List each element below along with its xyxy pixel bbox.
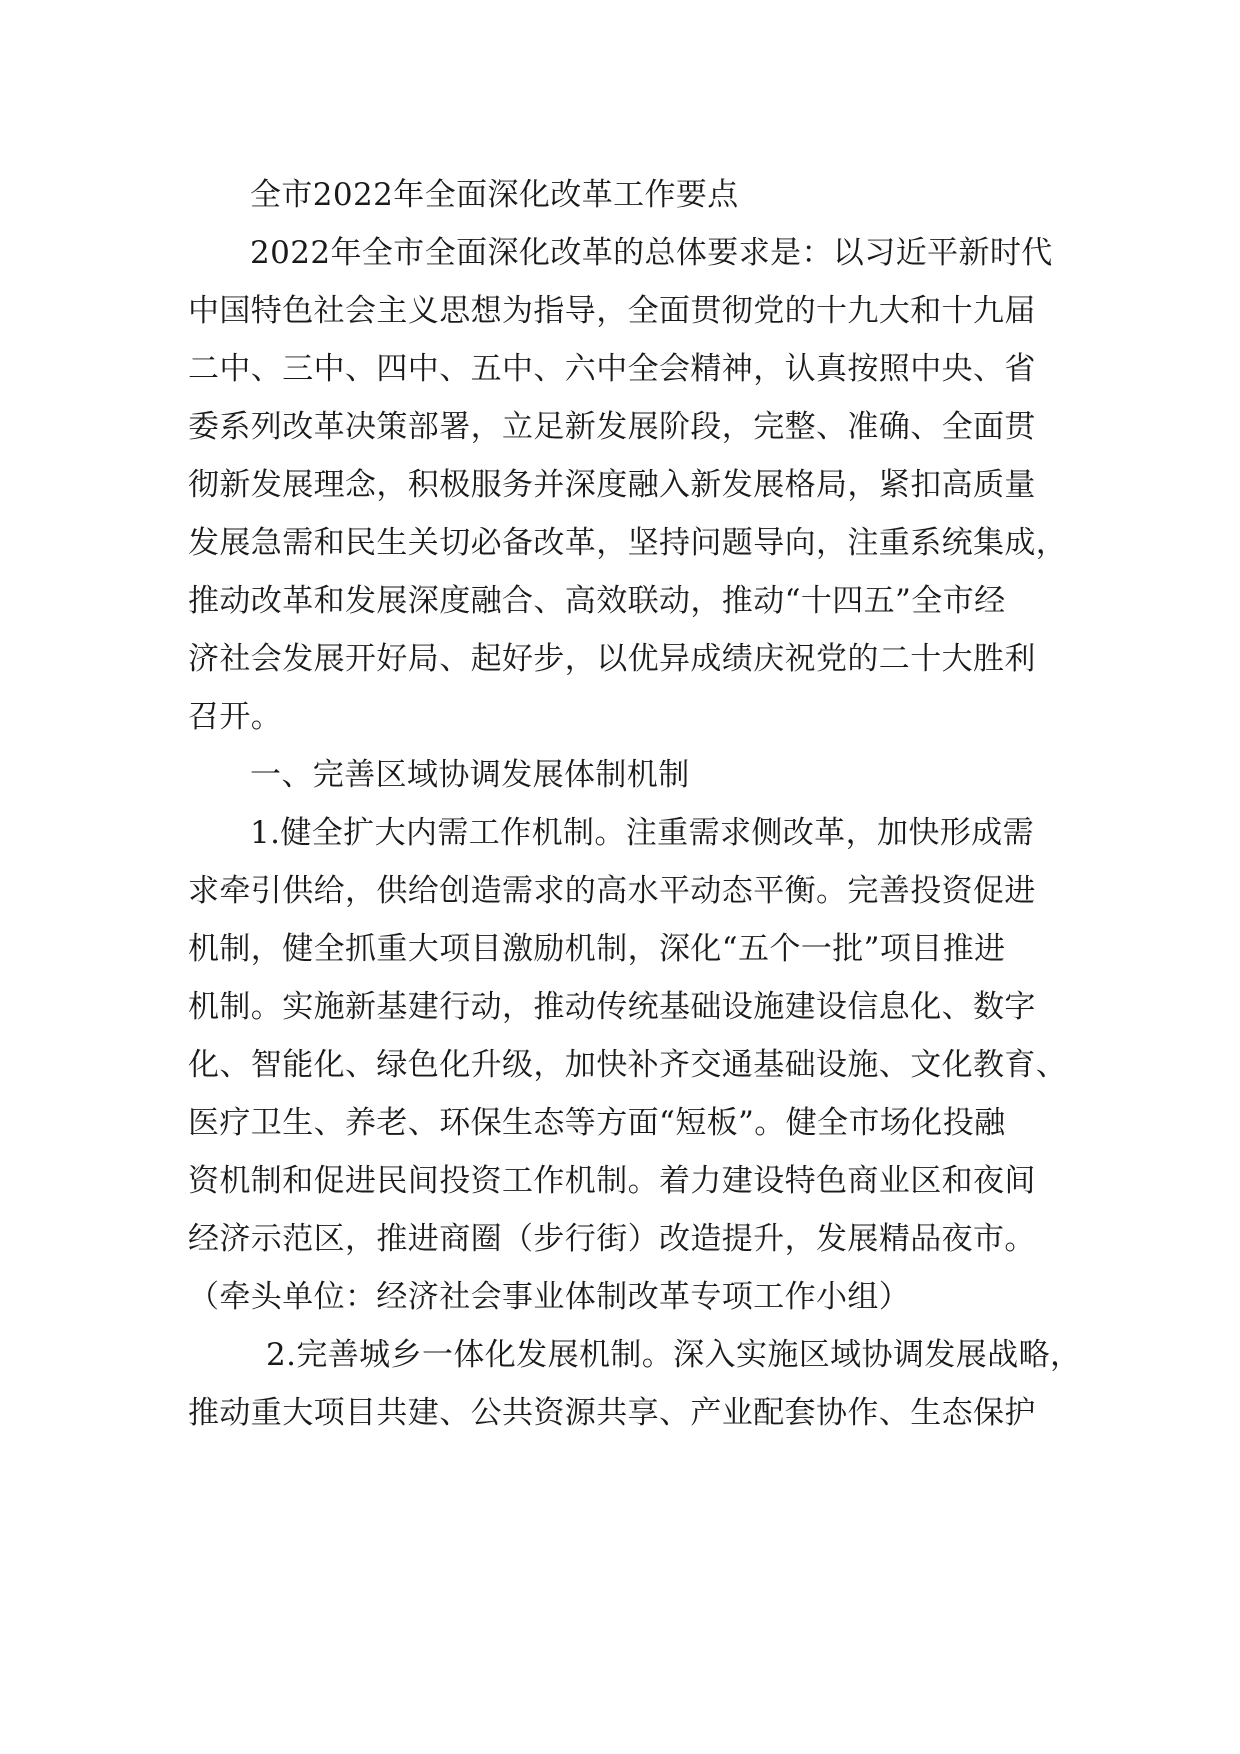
- paragraph-line: 委系列改革决策部署，立足新发展阶段，完整、准确、全面贯: [188, 409, 1036, 445]
- paragraph-line: 二中、三中、四中、五中、六中全会精神，认真按照中央、省: [188, 351, 1036, 387]
- paragraph-line: 2.完善城乡一体化发展机制。深入实施区域协调发展战略，: [266, 1337, 1082, 1373]
- paragraph-line: 1.健全扩大内需工作机制。注重需求侧改革，加快形成需: [250, 815, 1034, 851]
- paragraph-line: 机制。实施新基建行动，推动传统基础设施建设信息化、数字: [188, 989, 1036, 1025]
- paragraph-line: 发展急需和民生关切必备改革，坚持问题导向，注重系统集成，: [188, 525, 1068, 561]
- paragraph-line: 彻新发展理念，积极服务并深度融入新发展格局，紧扣高质量: [188, 467, 1036, 503]
- section-heading: 一、完善区域协调发展体制机制: [250, 757, 690, 793]
- paragraph-line: 中国特色社会主义思想为指导，全面贯彻党的十九大和十九届: [188, 293, 1036, 329]
- paragraph-line: 经济示范区，推进商圈（步行街）改造提升，发展精品夜市。: [188, 1221, 1036, 1257]
- paragraph-line: 求牵引供给，供给创造需求的高水平动态平衡。完善投资促进: [188, 873, 1036, 909]
- paragraph-line: 济社会发展开好局、起好步，以优异成绩庆祝党的二十大胜利: [188, 641, 1036, 677]
- paragraph-line: 化、智能化、绿色化升级，加快补齐交通基础设施、文化教育、: [188, 1047, 1068, 1083]
- lead-unit-note: （牵头单位：经济社会事业体制改革专项工作小组）: [188, 1279, 911, 1315]
- paragraph-line: 推动改革和发展深度融合、高效联动，推动“十四五”全市经: [188, 583, 1006, 619]
- paragraph-line: 资机制和促进民间投资工作机制。着力建设特色商业区和夜间: [188, 1163, 1036, 1199]
- paragraph-line: 医疗卫生、养老、环保生态等方面“短板”。健全市场化投融: [188, 1105, 1006, 1141]
- paragraph-line: 2022年全市全面深化改革的总体要求是：以习近平新时代: [250, 235, 1053, 271]
- paragraph-line: 召开。: [188, 699, 283, 735]
- paragraph-line: 机制，健全抓重大项目激励机制，深化“五个一批”项目推进: [188, 931, 1006, 967]
- paragraph-line: 推动重大项目共建、公共资源共享、产业配套协作、生态保护: [188, 1395, 1036, 1431]
- doc-title: 全市2022年全面深化改革工作要点: [250, 177, 739, 213]
